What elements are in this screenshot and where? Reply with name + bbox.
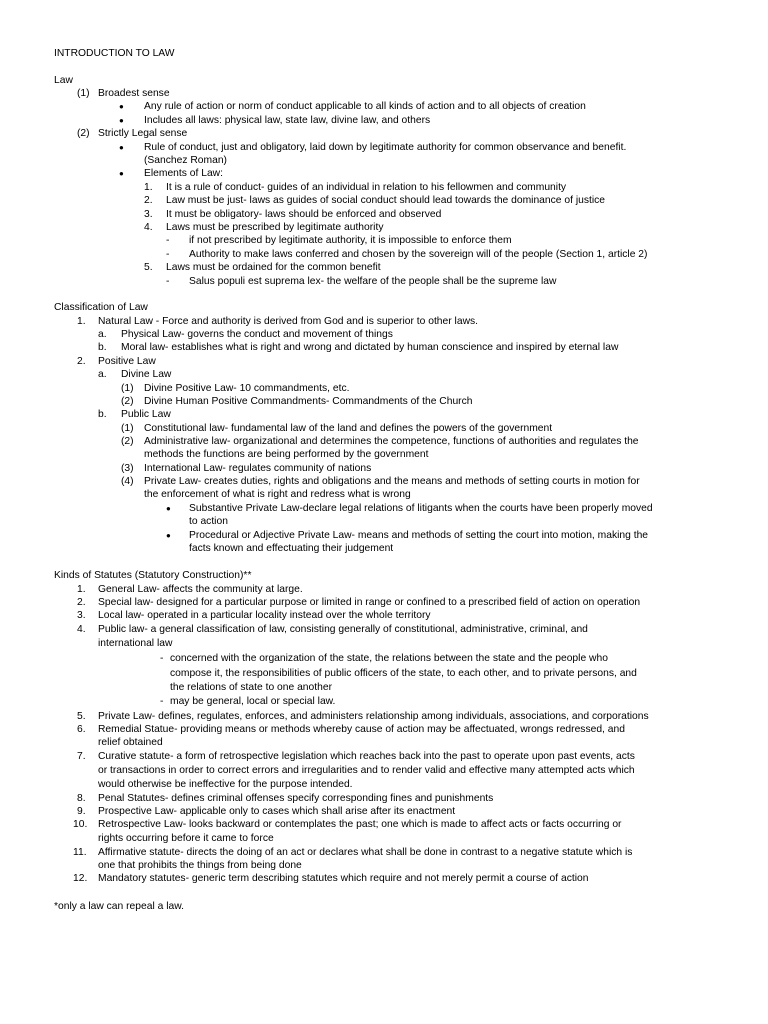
list-item: Remedial Statue- providing means or methods whereby cause of action may be affectuated, wrongs redressed, and <box>98 724 625 735</box>
bullet-text: Procedural or Adjective Private Law- means and methods of setting the court into motion, making the <box>189 530 649 541</box>
list-number: 9. <box>77 806 86 817</box>
list-number: (3) <box>121 463 134 474</box>
list-number: a. <box>98 369 107 380</box>
dash-icon: - <box>166 276 170 287</box>
bullet-text: Includes all laws: physical law, state law, divine law, and others <box>144 115 431 126</box>
list-item-continuation: would otherwise be ineffective for the purpose intended. <box>98 779 353 790</box>
bullet-icon: ● <box>166 504 171 513</box>
bullet-icon: ● <box>119 102 124 111</box>
bullet-text: (Sanchez Roman) <box>144 155 227 166</box>
list-item-continuation: one that prohibits the things from being done <box>98 860 302 871</box>
list-item: Local law- operated in a particular locality instead over the whole territory <box>98 610 431 621</box>
list-item-continuation: international law <box>98 638 173 649</box>
list-number: (2) <box>121 396 134 407</box>
list-item: Moral law- establishes what is right and wrong and dictated by human conscience and inspired by eternal law <box>121 342 619 353</box>
list-item: Penal Statutes- defines criminal offenses specify corresponding fines and punishments <box>98 793 494 804</box>
list-number: b. <box>98 342 107 353</box>
list-number: 4. <box>144 222 153 233</box>
bullet-text: Elements of Law: <box>144 168 223 179</box>
list-item: Private Law- defines, regulates, enforces, and administers relationship among individuals, associations, and corporations <box>98 711 649 722</box>
list-number: 7. <box>77 751 86 762</box>
bullet-text: Substantive Private Law-declare legal relations of litigants when the courts have been properly moved <box>189 503 653 514</box>
list-number: (2) <box>77 128 90 139</box>
list-item: Administrative law- organizational and determines the competence, functions of authorities and regulates the <box>144 436 639 447</box>
list-item: Public law- a general classification of law, consisting generally of constitutional, administrative, criminal, and <box>98 624 588 635</box>
list-number: 4. <box>77 624 86 635</box>
dash-icon: - <box>166 249 170 260</box>
list-number: a. <box>98 329 107 340</box>
list-item: Prospective Law- applicable only to cases which shall arise after its enactment <box>98 806 456 817</box>
list-item: Public Law <box>121 409 171 420</box>
list-number: 1. <box>144 182 153 193</box>
dash-item-continuation: compose it, the responsibilities of public officers of the state, to each other, and to private persons, and <box>170 668 637 679</box>
list-number: 11. <box>73 847 87 858</box>
dash-item: if not prescribed by legitimate authority, it is impossible to enforce them <box>189 235 512 246</box>
bullet-text: facts known and effectuating their judgement <box>189 543 394 554</box>
list-item-continuation: rights occurring before it came to force <box>98 833 274 844</box>
list-item: Divine Positive Law- 10 commandments, etc. <box>144 383 350 394</box>
list-item: Curative statute- a form of retrospective legislation which reaches back into the past to operate upon past events, acts <box>98 751 635 762</box>
section-heading-law: Law <box>54 75 73 86</box>
list-item-continuation: or transactions in order to correct errors and irregularities and to render valid and effective many attempted acts which <box>98 765 635 776</box>
dash-icon: - <box>166 235 170 246</box>
document-title: INTRODUCTION TO LAW <box>54 48 175 59</box>
dash-item: Salus populi est suprema lex- the welfare of the people shall be the supreme law <box>189 276 557 287</box>
list-number: 3. <box>144 209 153 220</box>
list-item-label: Broadest sense <box>98 88 170 99</box>
list-item: Mandatory statutes- generic term describing statutes which require and not merely permit a course of action <box>98 873 589 884</box>
bullet-icon: ● <box>119 169 124 178</box>
dash-icon: - <box>160 696 164 707</box>
list-number: 8. <box>77 793 86 804</box>
list-item-continuation: methods the functions are being performed by the government <box>144 449 429 460</box>
list-item-continuation: the enforcement of what is right and redress what is wrong <box>144 489 411 500</box>
dash-item: may be general, local or special law. <box>170 696 336 707</box>
list-item: Law must be just- laws as guides of social conduct should lead towards the dominance of justice <box>166 195 606 206</box>
list-item: It must be obligatory- laws should be enforced and observed <box>166 209 442 220</box>
list-number: 3. <box>77 610 86 621</box>
list-item: Laws must be ordained for the common benefit <box>166 262 381 273</box>
list-item: Constitutional law- fundamental law of the land and defines the powers of the government <box>144 423 553 434</box>
dash-icon: - <box>160 653 164 664</box>
list-number: (4) <box>121 476 134 487</box>
bullet-icon: ● <box>166 531 171 540</box>
list-item: Physical Law- governs the conduct and movement of things <box>121 329 393 340</box>
list-item: International Law- regulates community of nations <box>144 463 372 474</box>
list-item: Retrospective Law- looks backward or contemplates the past; one which is made to affect acts or facts occurring or <box>98 819 622 830</box>
bullet-icon: ● <box>119 116 124 125</box>
bullet-text: to action <box>189 516 228 527</box>
list-item-label: Strictly Legal sense <box>98 128 188 139</box>
list-number: 10. <box>73 819 88 830</box>
list-number: 2. <box>144 195 153 206</box>
list-item: Laws must be prescribed by legitimate authority <box>166 222 384 233</box>
list-number: 5. <box>77 711 86 722</box>
list-number: 5. <box>144 262 153 273</box>
list-number: 6. <box>77 724 86 735</box>
footnote: *only a law can repeal a law. <box>54 901 184 912</box>
bullet-icon: ● <box>119 143 124 152</box>
bullet-text: Rule of conduct, just and obligatory, laid down by legitimate authority for common observance and benefit. <box>144 142 627 153</box>
list-number: 1. <box>77 316 86 327</box>
list-item: Divine Law <box>121 369 172 380</box>
list-number: 1. <box>77 584 86 595</box>
list-number: b. <box>98 409 107 420</box>
dash-item-continuation: the relations of state to one another <box>170 682 333 693</box>
list-item: Positive Law <box>98 356 156 367</box>
list-item: Private Law- creates duties, rights and obligations and the means and methods of setting courts in motion for <box>144 476 640 487</box>
list-item: Special law- designed for a particular purpose or limited in range or confined to a prescribed field of action on operation <box>98 597 641 608</box>
list-item: Natural Law - Force and authority is derived from God and is superior to other laws. <box>98 316 479 327</box>
list-item: Affirmative statute- directs the doing of an act or declares what shall be done in contrast to a negative statute which is <box>98 847 633 858</box>
list-item: It is a rule of conduct- guides of an individual in relation to his fellowmen and community <box>166 182 567 193</box>
section-heading-statutes: Kinds of Statutes (Statutory Construction)** <box>54 570 252 581</box>
list-item-continuation: relief obtained <box>98 737 163 748</box>
list-number: (1) <box>121 423 134 434</box>
list-number: (1) <box>77 88 90 99</box>
list-number: 12. <box>73 873 88 884</box>
list-item: Divine Human Positive Commandments- Commandments of the Church <box>144 396 473 407</box>
section-heading-classification: Classification of Law <box>54 302 148 313</box>
list-item: General Law- affects the community at large. <box>98 584 303 595</box>
list-number: (1) <box>121 383 134 394</box>
dash-item: Authority to make laws conferred and chosen by the sovereign will of the people (Section 1, article 2) <box>189 249 648 260</box>
bullet-text: Any rule of action or norm of conduct applicable to all kinds of action and to all objects of creation <box>144 101 586 112</box>
dash-item: concerned with the organization of the state, the relations between the state and the people who <box>170 653 608 664</box>
list-number: (2) <box>121 436 134 447</box>
list-number: 2. <box>77 597 86 608</box>
list-number: 2. <box>77 356 86 367</box>
